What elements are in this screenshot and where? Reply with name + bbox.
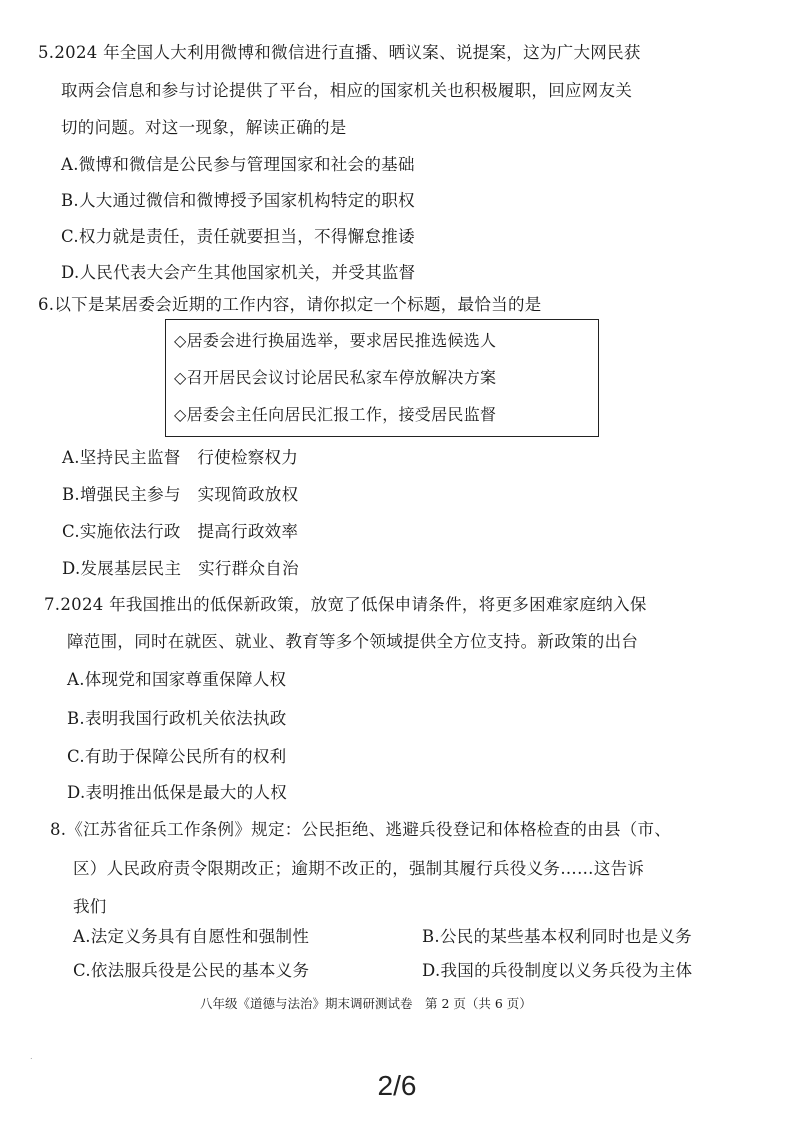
q6-box-item: ◇居委会进行换届选举，要求居民推选候选人 [174, 331, 497, 350]
q8-option-c: C.依法服兵役是公民的基本义务 [73, 961, 310, 980]
q6-option-d: D.发展基层民主 实行群众自治 [62, 559, 299, 578]
q7-option-d: D.表明推出低保是最大的人权 [67, 783, 288, 802]
page-indicator: 2/6 [377, 1070, 417, 1101]
q7-option-c: C.有助于保障公民所有的权利 [67, 747, 287, 766]
q8-option-a: A.法定义务具有自愿性和强制性 [73, 927, 310, 946]
page-footer: 八年级《道德与法治》期末调研测试卷 第 2 页（共 6 页） [200, 996, 532, 1011]
q5-stem-line: 取两会信息和参与讨论提供了平台，相应的国家机关也积极履职，回应网友关 [61, 81, 633, 100]
q5-option-b: B.人大通过微信和微博授予国家机构特定的职权 [61, 191, 415, 210]
q6-option-c: C.实施依法行政 提高行政效率 [62, 522, 299, 541]
q6-box-item: ◇召开居民会议讨论居民私家车停放解决方案 [174, 368, 497, 387]
q8-option-d: D.我国的兵役制度以义务兵役为主体 [422, 961, 693, 980]
q5-stem-line: 切的问题。对这一现象，解读正确的是 [61, 118, 347, 137]
q8-stem-line: 区）人民政府责令限期改正；逾期不改正的，强制其履行兵役义务……这告诉 [73, 859, 645, 878]
q8-option-b: B.公民的某些基本权利同时也是义务 [422, 927, 692, 946]
q5-option-c: C.权力就是责任，责任就要担当，不得懈怠推诿 [61, 227, 415, 246]
q7-stem-line: 7.2024 年我国推出的低保新政策，放宽了低保申请条件，将更多困难家庭纳入保 [44, 595, 647, 614]
q7-option-a: A.体现党和国家尊重保障人权 [67, 670, 287, 689]
q7-option-b: B.表明我国行政机关依法执政 [67, 709, 287, 728]
q6-option-a: A.坚持民主监督 行使检察权力 [62, 448, 299, 467]
scan-speck: . [30, 1052, 33, 1061]
q6-material-box [165, 319, 599, 437]
q6-box-item: ◇居委会主任向居民汇报工作，接受居民监督 [174, 405, 497, 424]
q6-stem-line: 6.以下是某居委会近期的工作内容，请你拟定一个标题，最恰当的是 [38, 295, 542, 314]
q8-stem-line: 8.《江苏省征兵工作条例》规定：公民拒绝、逃避兵役登记和体格检查的由县（市、 [50, 820, 672, 839]
q8-stem-line: 我们 [73, 897, 107, 916]
q7-stem-line: 障范围，同时在就医、就业、教育等多个领域提供全方位支持。新政策的出台 [67, 632, 639, 651]
q5-option-a: A.微博和微信是公民参与管理国家和社会的基础 [61, 155, 415, 174]
q5-option-d: D.人民代表大会产生其他国家机关，并受其监督 [61, 263, 416, 282]
q6-option-b: B.增强民主参与 实现简政放权 [62, 485, 299, 504]
q5-stem-line: 5.2024 年全国人大利用微博和微信进行直播、晒议案、说提案，这为广大网民获 [38, 43, 641, 62]
